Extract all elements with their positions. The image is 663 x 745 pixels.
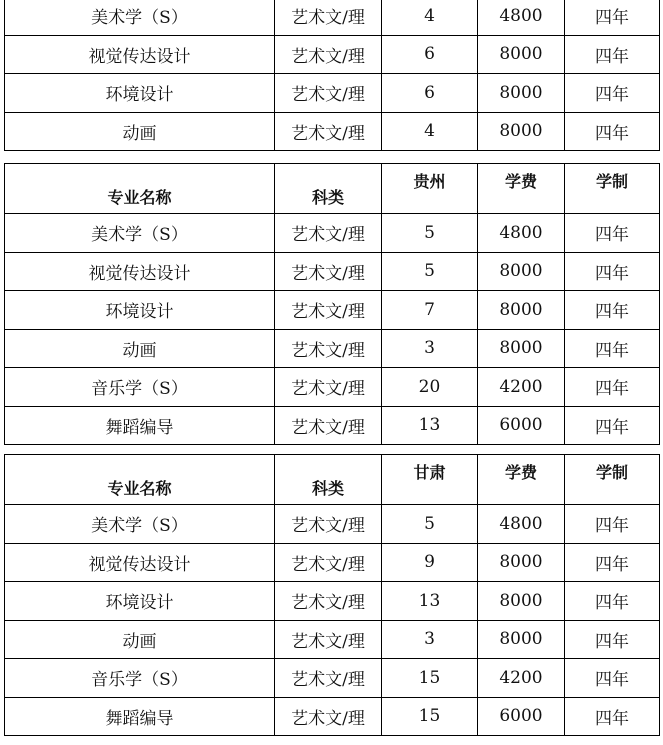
count-cell: 4 [382,112,478,151]
table-row [5,35,660,74]
table-row [5,582,660,621]
fee-cell: 8000 [478,620,565,659]
major-cell: 动画 [5,329,275,368]
category-cell: 艺术文/理 [275,252,382,291]
fee-cell: 4200 [478,659,565,698]
table-row [5,659,660,698]
duration-cell: 四年 [565,35,660,74]
header-duration: 学制 [565,164,660,214]
header-fee: 学费 [478,455,565,505]
fee-cell: 8000 [478,35,565,74]
count-cell: 7 [382,291,478,330]
duration-cell: 四年 [565,368,660,407]
category-cell: 艺术文/理 [275,112,382,151]
fee-cell: 8000 [478,291,565,330]
major-cell: 视觉传达设计 [5,543,275,582]
category-cell: 艺术文/理 [275,214,382,253]
header-major: 专业名称 [5,164,275,214]
major-cell: 音乐学（S） [5,659,275,698]
major-cell: 舞蹈编导 [5,697,275,736]
table-row [5,406,660,445]
major-cell: 环境设计 [5,74,275,113]
fee-cell: 8000 [478,582,565,621]
enrollment-table-guizhou [4,163,660,445]
category-cell: 艺术文/理 [275,368,382,407]
major-cell: 音乐学（S） [5,368,275,407]
major-cell: 动画 [5,620,275,659]
table-row [5,620,660,659]
fee-cell: 8000 [478,74,565,113]
table-row [5,252,660,291]
count-cell: 9 [382,543,478,582]
count-cell: 3 [382,620,478,659]
count-cell: 3 [382,329,478,368]
major-cell: 动画 [5,112,275,151]
fee-cell: 6000 [478,697,565,736]
duration-cell: 四年 [565,659,660,698]
count-cell: 15 [382,659,478,698]
enrollment-table-continued [4,0,660,151]
table-row [5,214,660,253]
count-cell: 5 [382,214,478,253]
count-cell: 5 [382,505,478,544]
major-cell: 美术学（S） [5,214,275,253]
header-category: 科类 [275,455,382,505]
fee-cell: 4800 [478,0,565,35]
category-cell: 艺术文/理 [275,543,382,582]
header-province: 甘肃 [382,455,478,505]
count-cell: 5 [382,252,478,291]
table-row [5,112,660,151]
category-cell: 艺术文/理 [275,620,382,659]
major-cell: 环境设计 [5,291,275,330]
duration-cell: 四年 [565,252,660,291]
table-row [5,543,660,582]
category-cell: 艺术文/理 [275,329,382,368]
major-cell: 美术学（S） [5,505,275,544]
major-cell: 视觉传达设计 [5,252,275,291]
duration-cell: 四年 [565,74,660,113]
count-cell: 13 [382,582,478,621]
table-row [5,368,660,407]
header-category: 科类 [275,164,382,214]
table-row [5,329,660,368]
duration-cell: 四年 [565,291,660,330]
duration-cell: 四年 [565,505,660,544]
major-cell: 视觉传达设计 [5,35,275,74]
count-cell: 13 [382,406,478,445]
duration-cell: 四年 [565,620,660,659]
count-cell: 4 [382,0,478,35]
count-cell: 6 [382,35,478,74]
table-row [5,291,660,330]
table-row [5,0,660,35]
category-cell: 艺术文/理 [275,697,382,736]
header-major: 专业名称 [5,455,275,505]
enrollment-table-gansu [4,454,660,736]
major-cell: 美术学（S） [5,0,275,35]
category-cell: 艺术文/理 [275,291,382,330]
table-row [5,697,660,736]
major-cell: 舞蹈编导 [5,406,275,445]
category-cell: 艺术文/理 [275,505,382,544]
fee-cell: 8000 [478,543,565,582]
duration-cell: 四年 [565,697,660,736]
count-cell: 15 [382,697,478,736]
duration-cell: 四年 [565,406,660,445]
table-row [5,505,660,544]
duration-cell: 四年 [565,0,660,35]
header-province: 贵州 [382,164,478,214]
header-fee: 学费 [478,164,565,214]
fee-cell: 8000 [478,329,565,368]
fee-cell: 4200 [478,368,565,407]
table-row [5,74,660,113]
category-cell: 艺术文/理 [275,406,382,445]
fee-cell: 4800 [478,505,565,544]
header-duration: 学制 [565,455,660,505]
count-cell: 20 [382,368,478,407]
fee-cell: 8000 [478,112,565,151]
category-cell: 艺术文/理 [275,659,382,698]
fee-cell: 4800 [478,214,565,253]
duration-cell: 四年 [565,112,660,151]
count-cell: 6 [382,74,478,113]
category-cell: 艺术文/理 [275,74,382,113]
duration-cell: 四年 [565,543,660,582]
category-cell: 艺术文/理 [275,0,382,35]
category-cell: 艺术文/理 [275,582,382,621]
duration-cell: 四年 [565,329,660,368]
header-row [5,164,660,189]
duration-cell: 四年 [565,214,660,253]
fee-cell: 6000 [478,406,565,445]
duration-cell: 四年 [565,582,660,621]
major-cell: 环境设计 [5,582,275,621]
header-row [5,455,660,480]
fee-cell: 8000 [478,252,565,291]
category-cell: 艺术文/理 [275,35,382,74]
